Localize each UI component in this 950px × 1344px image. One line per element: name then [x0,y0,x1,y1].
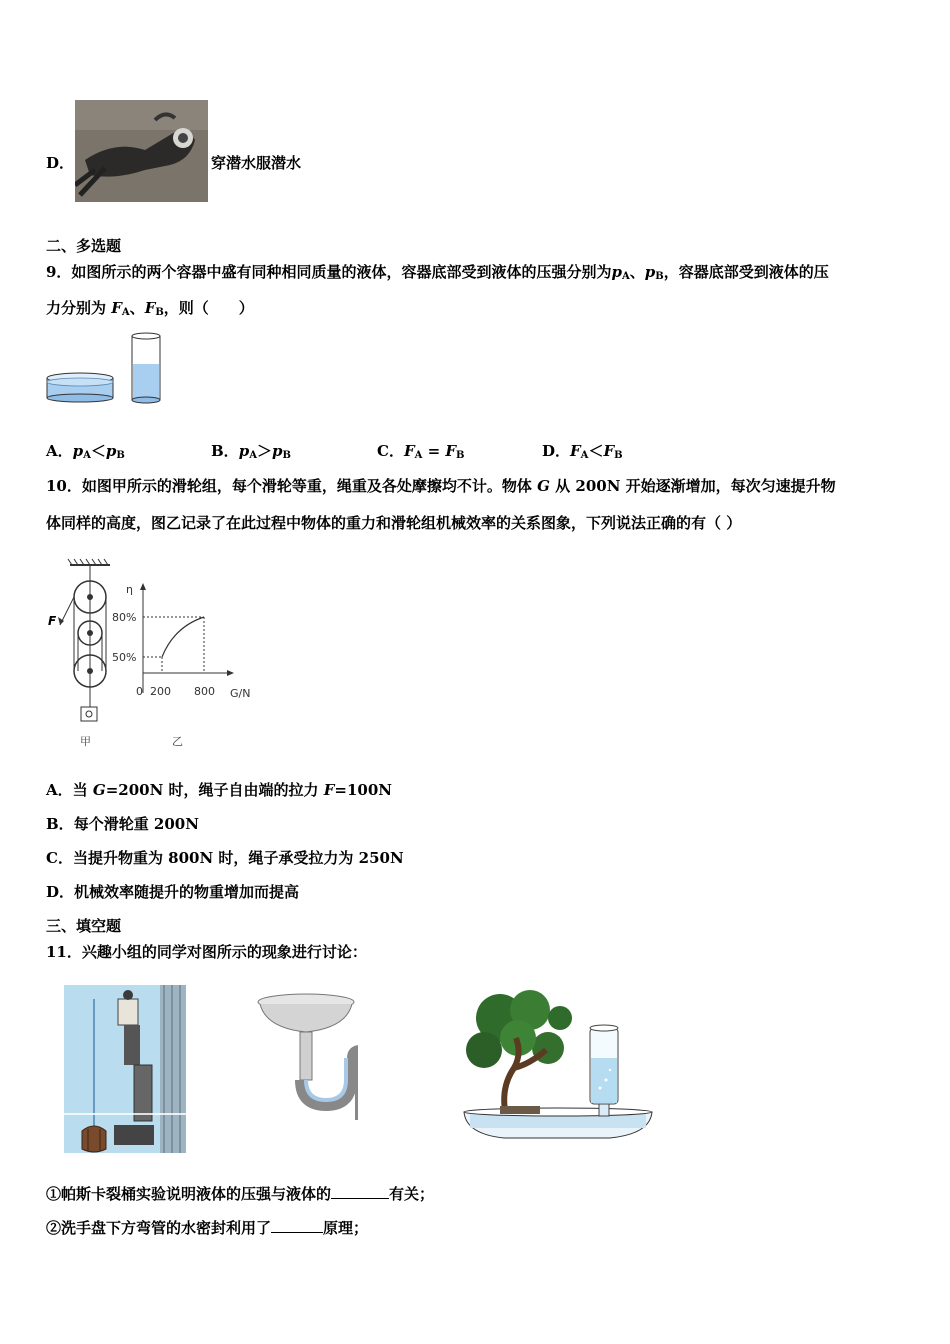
bonsai-bottle-figure [460,988,656,1150]
tick-50: 50% [112,651,137,664]
q10-stem-line2: 体同样的高度，图乙记录了在此过程中物体的重力和滑轮组机械效率的关系图象，下列说法正确的有（ ） [46,514,742,532]
section-title-fill: 三、填空题 [46,917,122,935]
axis-x-label: G/N [230,687,251,700]
q9-stem-line1: 9．如图所示的两个容器中盛有同种相同质量的液体，容器底部受到液体的压强分别为$p_A$、$p_B$，容器底部受到液体的压 [46,263,829,282]
pascal-barrel-figure [64,985,186,1153]
q10-option-b[interactable]: B．每个滑轮重 200N [46,815,199,833]
q8-option-d [46,100,346,204]
q11-stem: 11．兴趣小组的同学对图所示的现象进行讨论： [46,943,367,961]
tick-200: 200 [150,685,171,698]
q9-option-d[interactable]: D．$F_A<F_B$ [542,442,623,461]
q10-option-a[interactable]: A．当 G=200N 时，绳子自由端的拉力 F=100N [46,781,393,799]
axis-y-label: η [126,583,133,596]
tick-0: 0 [136,685,143,698]
label-F: F [48,614,57,628]
label-yi: 乙 [172,735,183,748]
q9-option-a[interactable]: A．$p_A<p_B$ [46,442,125,461]
option-text: 穿潜水服潜水 [211,154,302,172]
q9-stem-line2: 力分别为 $F_A$、$F_B$，则（ ） [46,299,254,318]
q10-pulley-figure [46,555,266,755]
label-jia: 甲 [80,735,91,748]
q11-item1: ①帕斯卡裂桶实验说明液体的压强与液体的 有关； [46,1185,435,1203]
blank-input-2[interactable] [271,1218,323,1233]
sink-trap-figure [256,992,358,1122]
q10-option-c[interactable]: C．当提升物重为 800N 时，绳子承受拉力为 250N [46,849,404,867]
q9-option-b[interactable]: B．$p_A>p_B$ [211,442,291,461]
diver-photo [75,100,208,202]
q9-containers-figure [44,328,169,410]
option-label: D． [46,154,75,172]
q10-option-d[interactable]: D．机械效率随提升的物重增加而提高 [46,883,300,901]
blank-input-1[interactable] [331,1184,389,1199]
q9-option-c[interactable]: C．$F_A = F_B$ [377,442,465,461]
efficiency-curve [162,617,204,657]
section-title-multi: 二、多选题 [46,237,122,255]
q10-stem-line1: 10．如图甲所示的滑轮组，每个滑轮等重，绳重及各处摩擦均不计。物体 G 从 200N 开始逐渐增加，每次匀速提升物 [46,477,836,495]
tick-80: 80% [112,611,137,624]
q11-item2: ②洗手盘下方弯管的水密封利用了 原理； [46,1219,369,1237]
tick-800: 800 [194,685,215,698]
